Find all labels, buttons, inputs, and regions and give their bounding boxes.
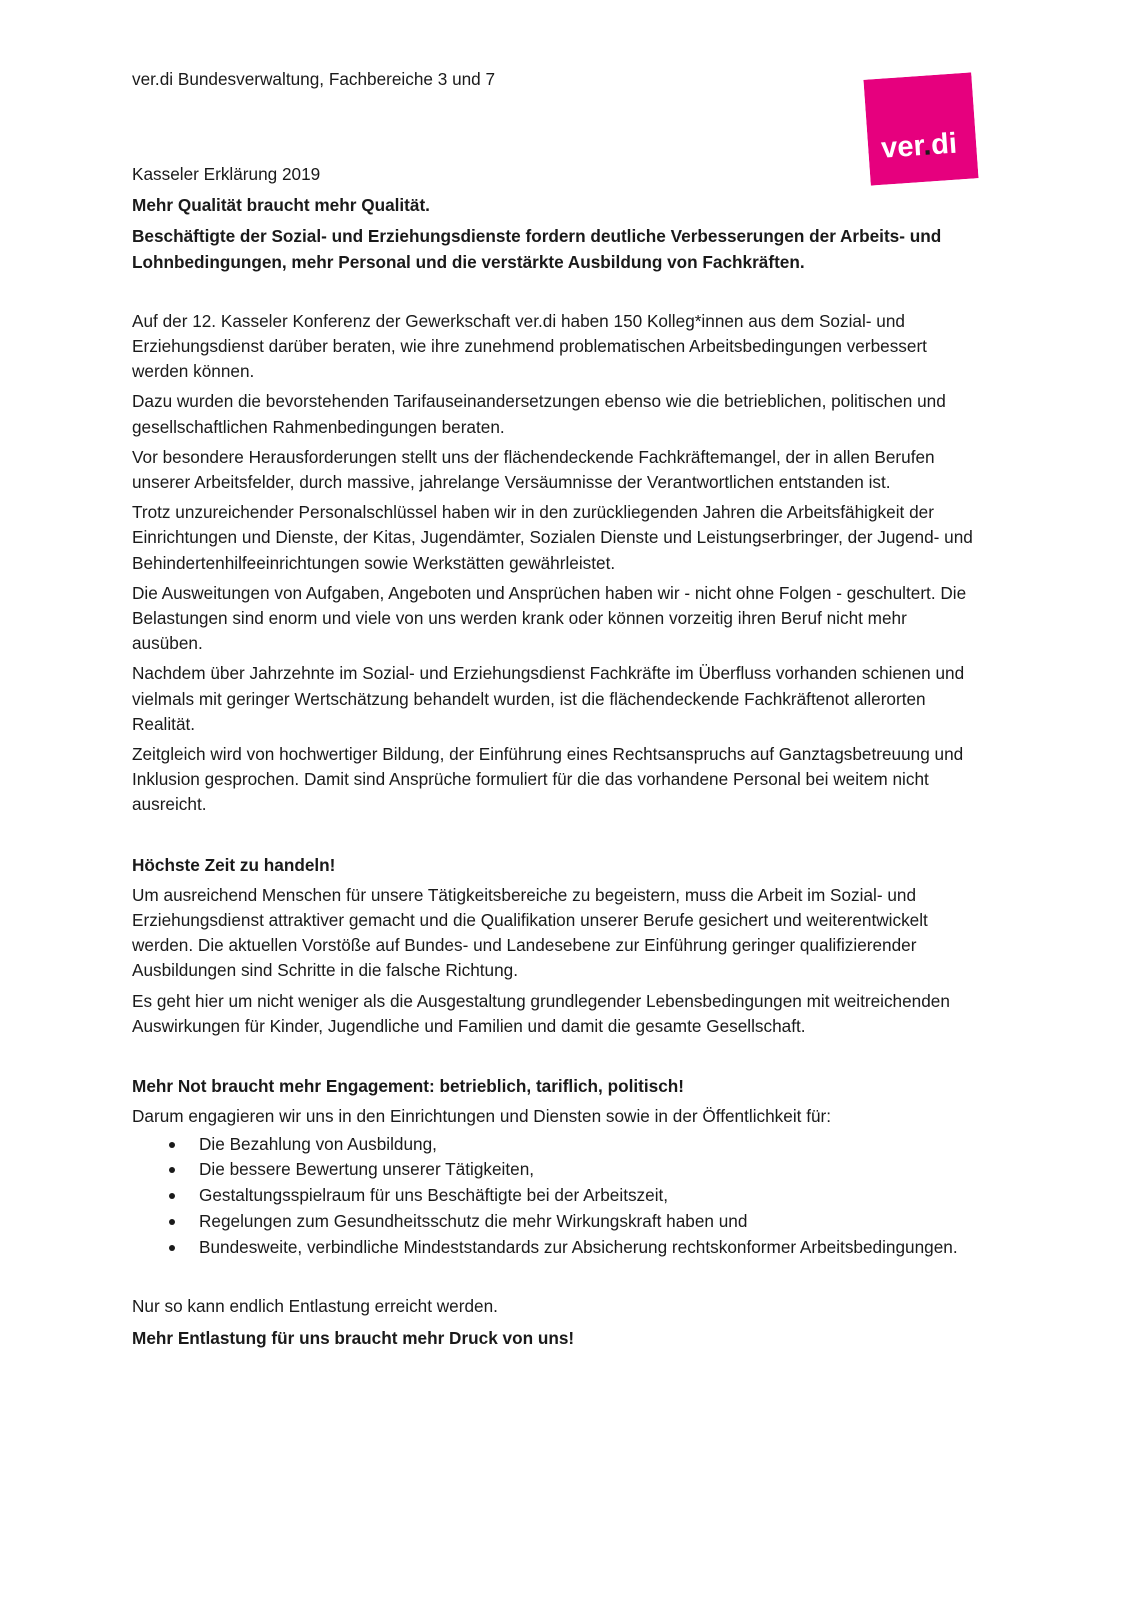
intro-paragraph: Trotz unzureichender Personalschlüssel haben wir in den zurückliegenden Jahren die Arbeitsfähigkeit der Einrichtungen und Dienste, der Kitas, Jugendämter, Sozialen Dienste und Leistungserbringer, der Jugend- und Behindertenhilfeeinrichtungen sowie Werkstätten gewährleistet. bbox=[132, 502, 973, 573]
document-body bbox=[132, 162, 982, 1351]
bullet-icon bbox=[169, 1193, 175, 1199]
intro-paragraph: Auf der 12. Kasseler Konferenz der Gewerkschaft ver.di haben 150 Kolleg*innen aus dem Sozial- und Erziehungsdienst darüber beraten, wie ihre zunehmend problematischen Arbeitsbedingungen verbessert werden können. bbox=[132, 310, 927, 382]
intro-paragraph: Die Ausweitungen von Aufgaben, Angeboten und Ansprüchen haben wir - nicht ohne Folgen - geschultert. Die Belastungen sind enorm und viele von uns werden krank oder können vorzeitig ihren Beruf nicht mehr ausüben. bbox=[132, 582, 967, 654]
list-item bbox=[132, 1157, 982, 1183]
bullet-icon bbox=[169, 1245, 175, 1251]
bullet-icon bbox=[169, 1142, 175, 1148]
section-hoechste-zeit bbox=[132, 853, 982, 1039]
closing-section bbox=[132, 1294, 982, 1350]
org-header: ver.di Bundesverwaltung, Fachbereiche 3 und 7 bbox=[132, 69, 496, 89]
intro-paragraph: Vor besondere Herausforderungen stellt uns der flächendeckende Fachkräftemangel, der in allen Berufen unserer Arbeitsfelder, durch massive, jahrelange Versäumnisse der Verantwortlichen entstanden ist. bbox=[132, 446, 935, 493]
demands-list bbox=[132, 1132, 982, 1261]
closing-slogan: Mehr Entlastung für uns braucht mehr Druck von uns! bbox=[132, 1327, 575, 1348]
logo-text-ver: ver bbox=[880, 129, 925, 165]
list-item-text: Gestaltungsspielraum für uns Beschäftigte bei der Arbeitszeit, bbox=[199, 1185, 669, 1206]
intro-paragraph: Zeitgleich wird von hochwertiger Bildung, der Einführung eines Rechtsanspruchs auf Ganztagsbetreuung und Inklusion gesprochen. Damit sind Ansprüche formuliert für die das vorhandene Personal bei weitem nicht ausreicht. bbox=[132, 744, 964, 815]
list-item bbox=[132, 1235, 982, 1261]
svg-text:ver.di bbox=[880, 128, 958, 165]
bullet-icon bbox=[169, 1219, 175, 1225]
section-heading: Mehr Not braucht mehr Engagement: betrieblich, tariflich, politisch! bbox=[132, 1076, 684, 1097]
list-item-text: Bundesweite, verbindliche Mindeststandards zur Absicherung rechtskonformer Arbeitsbedingungen. bbox=[199, 1236, 958, 1257]
intro-section bbox=[132, 309, 982, 818]
closing-line: Nur so kann endlich Entlastung erreicht werden. bbox=[132, 1296, 498, 1317]
list-item-text: Die bessere Bewertung unserer Tätigkeiten, bbox=[199, 1159, 535, 1180]
section-heading: Höchste Zeit zu handeln! bbox=[132, 854, 336, 875]
section-intro: Darum engagieren wir uns in den Einrichtungen und Diensten sowie in der Öffentlichkeit für: bbox=[132, 1106, 832, 1127]
logo-text-di: di bbox=[930, 127, 959, 162]
list-item bbox=[132, 1132, 982, 1158]
section-engagement bbox=[132, 1074, 982, 1260]
list-item bbox=[132, 1183, 982, 1209]
intro-paragraph: Dazu wurden die bevorstehenden Tarifauseinandersetzungen ebenso wie die betrieblichen, politischen und gesellschaftlichen Rahmenbedingungen beraten. bbox=[132, 391, 946, 437]
list-item-text: Regelungen zum Gesundheitsschutz die mehr Wirkungskraft haben und bbox=[199, 1210, 748, 1231]
bullet-icon bbox=[169, 1167, 175, 1173]
doc-lead: Beschäftigte der Sozial- und Erziehungsdienste fordern deutliche Verbesserungen der Arbeits- und Lohnbedingungen, mehr Personal und die verstärkte Ausbildung von Fachkräften. bbox=[132, 226, 942, 272]
intro-paragraph: Nachdem über Jahrzehnte im Sozial- und Erziehungsdienst Fachkräfte im Überfluss vorhanden schienen und vielmals mit geringer Wertschätzung behandelt wurden, ist die flächendeckende Fachkräftenot allerorten Realität. bbox=[132, 663, 965, 734]
doc-subtitle: Mehr Qualität braucht mehr Qualität. bbox=[132, 195, 430, 216]
doc-title: Kasseler Erklärung 2019 bbox=[132, 164, 321, 184]
list-item-text: Die Bezahlung von Ausbildung, bbox=[199, 1133, 437, 1154]
logo-text-dot: . bbox=[922, 129, 933, 162]
section-paragraph: Um ausreichend Menschen für unsere Tätigkeitsbereiche zu begeistern, muss die Arbeit im Sozial- und Erziehungsdienst attraktiver gemacht und die Qualifikation unserer Berufe gesichert und weiterentwickelt werden. Die aktuellen Vorstöße auf Bundes- und Landesebene zur Einführung geringer qualifizierender Ausbildungen sind Schritte in die falsche Richtung. bbox=[132, 884, 928, 981]
list-item bbox=[132, 1209, 982, 1235]
section-paragraph: Es geht hier um nicht weniger als die Ausgestaltung grundlegender Lebensbedingungen mit weitreichenden Auswirkungen für Kinder, Jugendliche und Familien und damit die gesamte Gesellschaft. bbox=[132, 990, 950, 1036]
